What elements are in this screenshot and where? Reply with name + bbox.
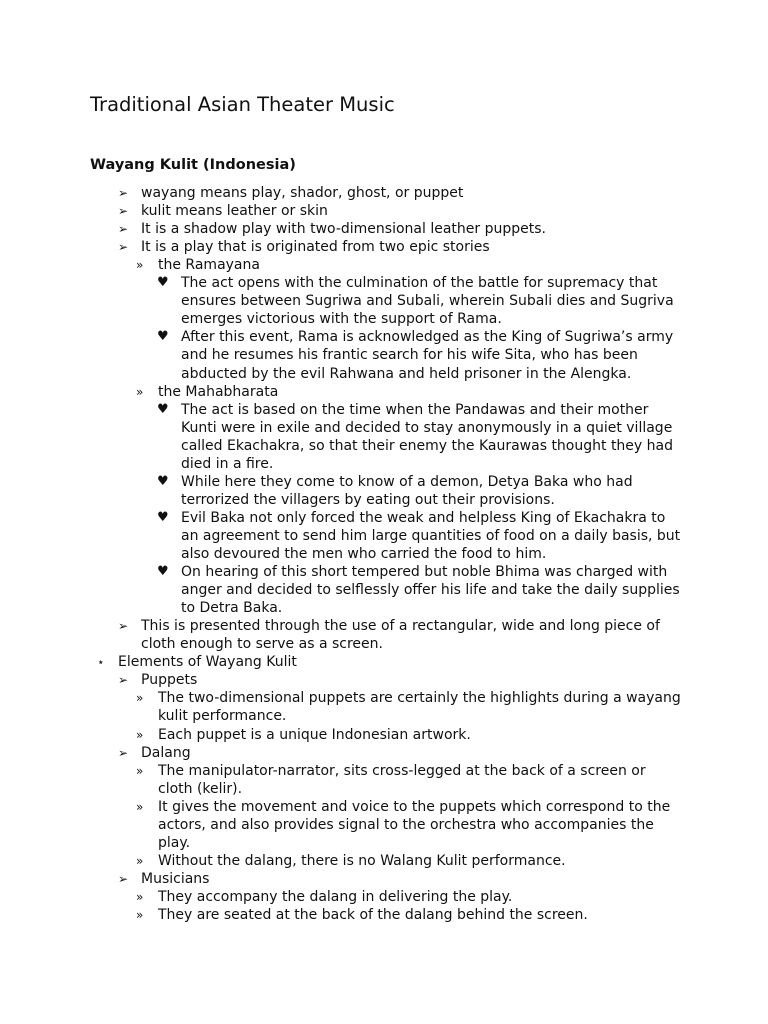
list-item-text: cloth (kelir). <box>158 780 243 797</box>
heart-bullet-icon: ♥ <box>157 275 169 291</box>
list-item-text: This is presented through the use of a rectangular, wide and long piece of <box>141 618 660 635</box>
list-item-text: Without the dalang, there is no Walang Kulit performance. <box>158 852 566 869</box>
list-item-text: Dalang <box>141 744 191 761</box>
list-item-text: called Ekachakra, so that their enemy the Kaurawas thought they had <box>181 437 673 454</box>
list-item-text: kulit performance. <box>158 708 287 725</box>
list-item-text: died in a fire. <box>181 455 274 472</box>
list-item-text: anger and decided to selflessly offer his life and take the daily supplies <box>181 582 680 599</box>
list-item-text: the Ramayana <box>158 257 260 274</box>
arrow-bullet-icon: ➢ <box>118 240 129 255</box>
list-item-text: wayang means play, shador, ghost, or puppet <box>141 185 464 201</box>
list-item-text: emerges victorious with the support of Rama. <box>181 311 502 328</box>
arrow-bullet-icon: ➢ <box>118 673 129 688</box>
list-item-text: It is a shadow play with two-dimensional leather puppets. <box>141 221 546 238</box>
guillemet-bullet-icon: » <box>136 889 144 904</box>
list-item-text: While here they come to know of a demon, Detya Baka who had <box>181 473 633 490</box>
list-item-text: The manipulator-narrator, sits cross-legged at the back of a screen or <box>158 762 646 779</box>
arrow-bullet-icon: ➢ <box>118 871 129 886</box>
heart-bullet-icon: ♥ <box>157 473 169 489</box>
list-item-text: Elements of Wayang Kulit <box>118 654 297 671</box>
heart-bullet-icon: ♥ <box>157 509 169 525</box>
guillemet-bullet-icon: » <box>136 853 144 868</box>
guillemet-bullet-icon: » <box>136 799 144 814</box>
list-item-text: cloth enough to serve as a screen. <box>141 636 383 653</box>
arrow-bullet-icon: ➢ <box>118 204 129 219</box>
arrow-bullet-icon: ➢ <box>118 186 129 200</box>
page-title: Traditional Asian Theater Music <box>90 93 395 116</box>
list-item-text: They are seated at the back of the dalang behind the screen. <box>158 907 588 923</box>
list-item-text: to Detra Baka. <box>181 600 283 617</box>
arrow-bullet-icon: ➢ <box>118 745 129 760</box>
list-item-text: ensures between Sugriwa and Subali, wherein Subali dies and Sugriva <box>181 293 674 310</box>
list-item-text: play. <box>158 834 191 851</box>
guillemet-bullet-icon: » <box>136 384 144 399</box>
guillemet-bullet-icon: » <box>136 727 144 742</box>
list-item-text: kulit means leather or skin <box>141 203 328 220</box>
list-item-text: Kunti were in exile and decided to stay anonymously in a quiet village <box>181 419 673 436</box>
list-item-text: also devoured the men who carried the food to him. <box>181 546 547 562</box>
list-item-text: terrorized the villagers by eating out their provisions. <box>181 491 555 508</box>
heart-bullet-icon: ♥ <box>157 329 169 345</box>
list-item-text: Each puppet is a unique Indonesian artwork. <box>158 726 471 743</box>
heart-bullet-icon: ♥ <box>157 564 169 580</box>
list-item-text: and he resumes his frantic search for his wife Sita, who has been <box>181 347 638 364</box>
list-item-text: actors, and also provides signal to the orchestra who accompanies the <box>158 816 654 833</box>
guillemet-bullet-icon: » <box>136 763 144 778</box>
list-item-text: The two-dimensional puppets are certainly the highlights during a wayang <box>158 690 681 707</box>
guillemet-bullet-icon: » <box>136 691 144 706</box>
arrow-bullet-icon: ➢ <box>118 619 129 634</box>
section-heading: Wayang Kulit (Indonesia) <box>90 157 296 173</box>
arrow-bullet-icon: ➢ <box>118 222 129 237</box>
list-item-text: Puppets <box>141 672 198 689</box>
list-item-text: On hearing of this short tempered but noble Bhima was charged with <box>181 564 668 581</box>
list-item-text: It is a play that is originated from two epic stories <box>141 239 490 256</box>
list-item-text: They accompany the dalang in delivering the play. <box>158 888 513 905</box>
list-item-text: Musicians <box>141 870 210 887</box>
list-item-text: The act is based on the time when the Pandawas and their mother <box>181 401 649 418</box>
list-item-text: The act opens with the culmination of the battle for supremacy that <box>181 275 658 292</box>
list-item-text: the Mahabharata <box>158 383 279 400</box>
list-item-text: abducted by the evil Rahwana and held prisoner in the Alengka. <box>181 365 632 382</box>
heart-bullet-icon: ♥ <box>157 401 169 417</box>
list-item-text: an agreement to send him large quantities of food on a daily basis, but <box>181 527 681 544</box>
list-item-text: It gives the movement and voice to the puppets which correspond to the <box>158 798 671 815</box>
guillemet-bullet-icon: » <box>136 908 144 922</box>
list-item-text: After this event, Rama is acknowledged as the King of Sugriwa’s army <box>181 329 674 346</box>
guillemet-bullet-icon: » <box>136 258 144 273</box>
list-item-text: Evil Baka not only forced the weak and helpless King of Ekachakra to <box>181 509 666 526</box>
star-bullet-icon: ⋆ <box>97 655 105 670</box>
